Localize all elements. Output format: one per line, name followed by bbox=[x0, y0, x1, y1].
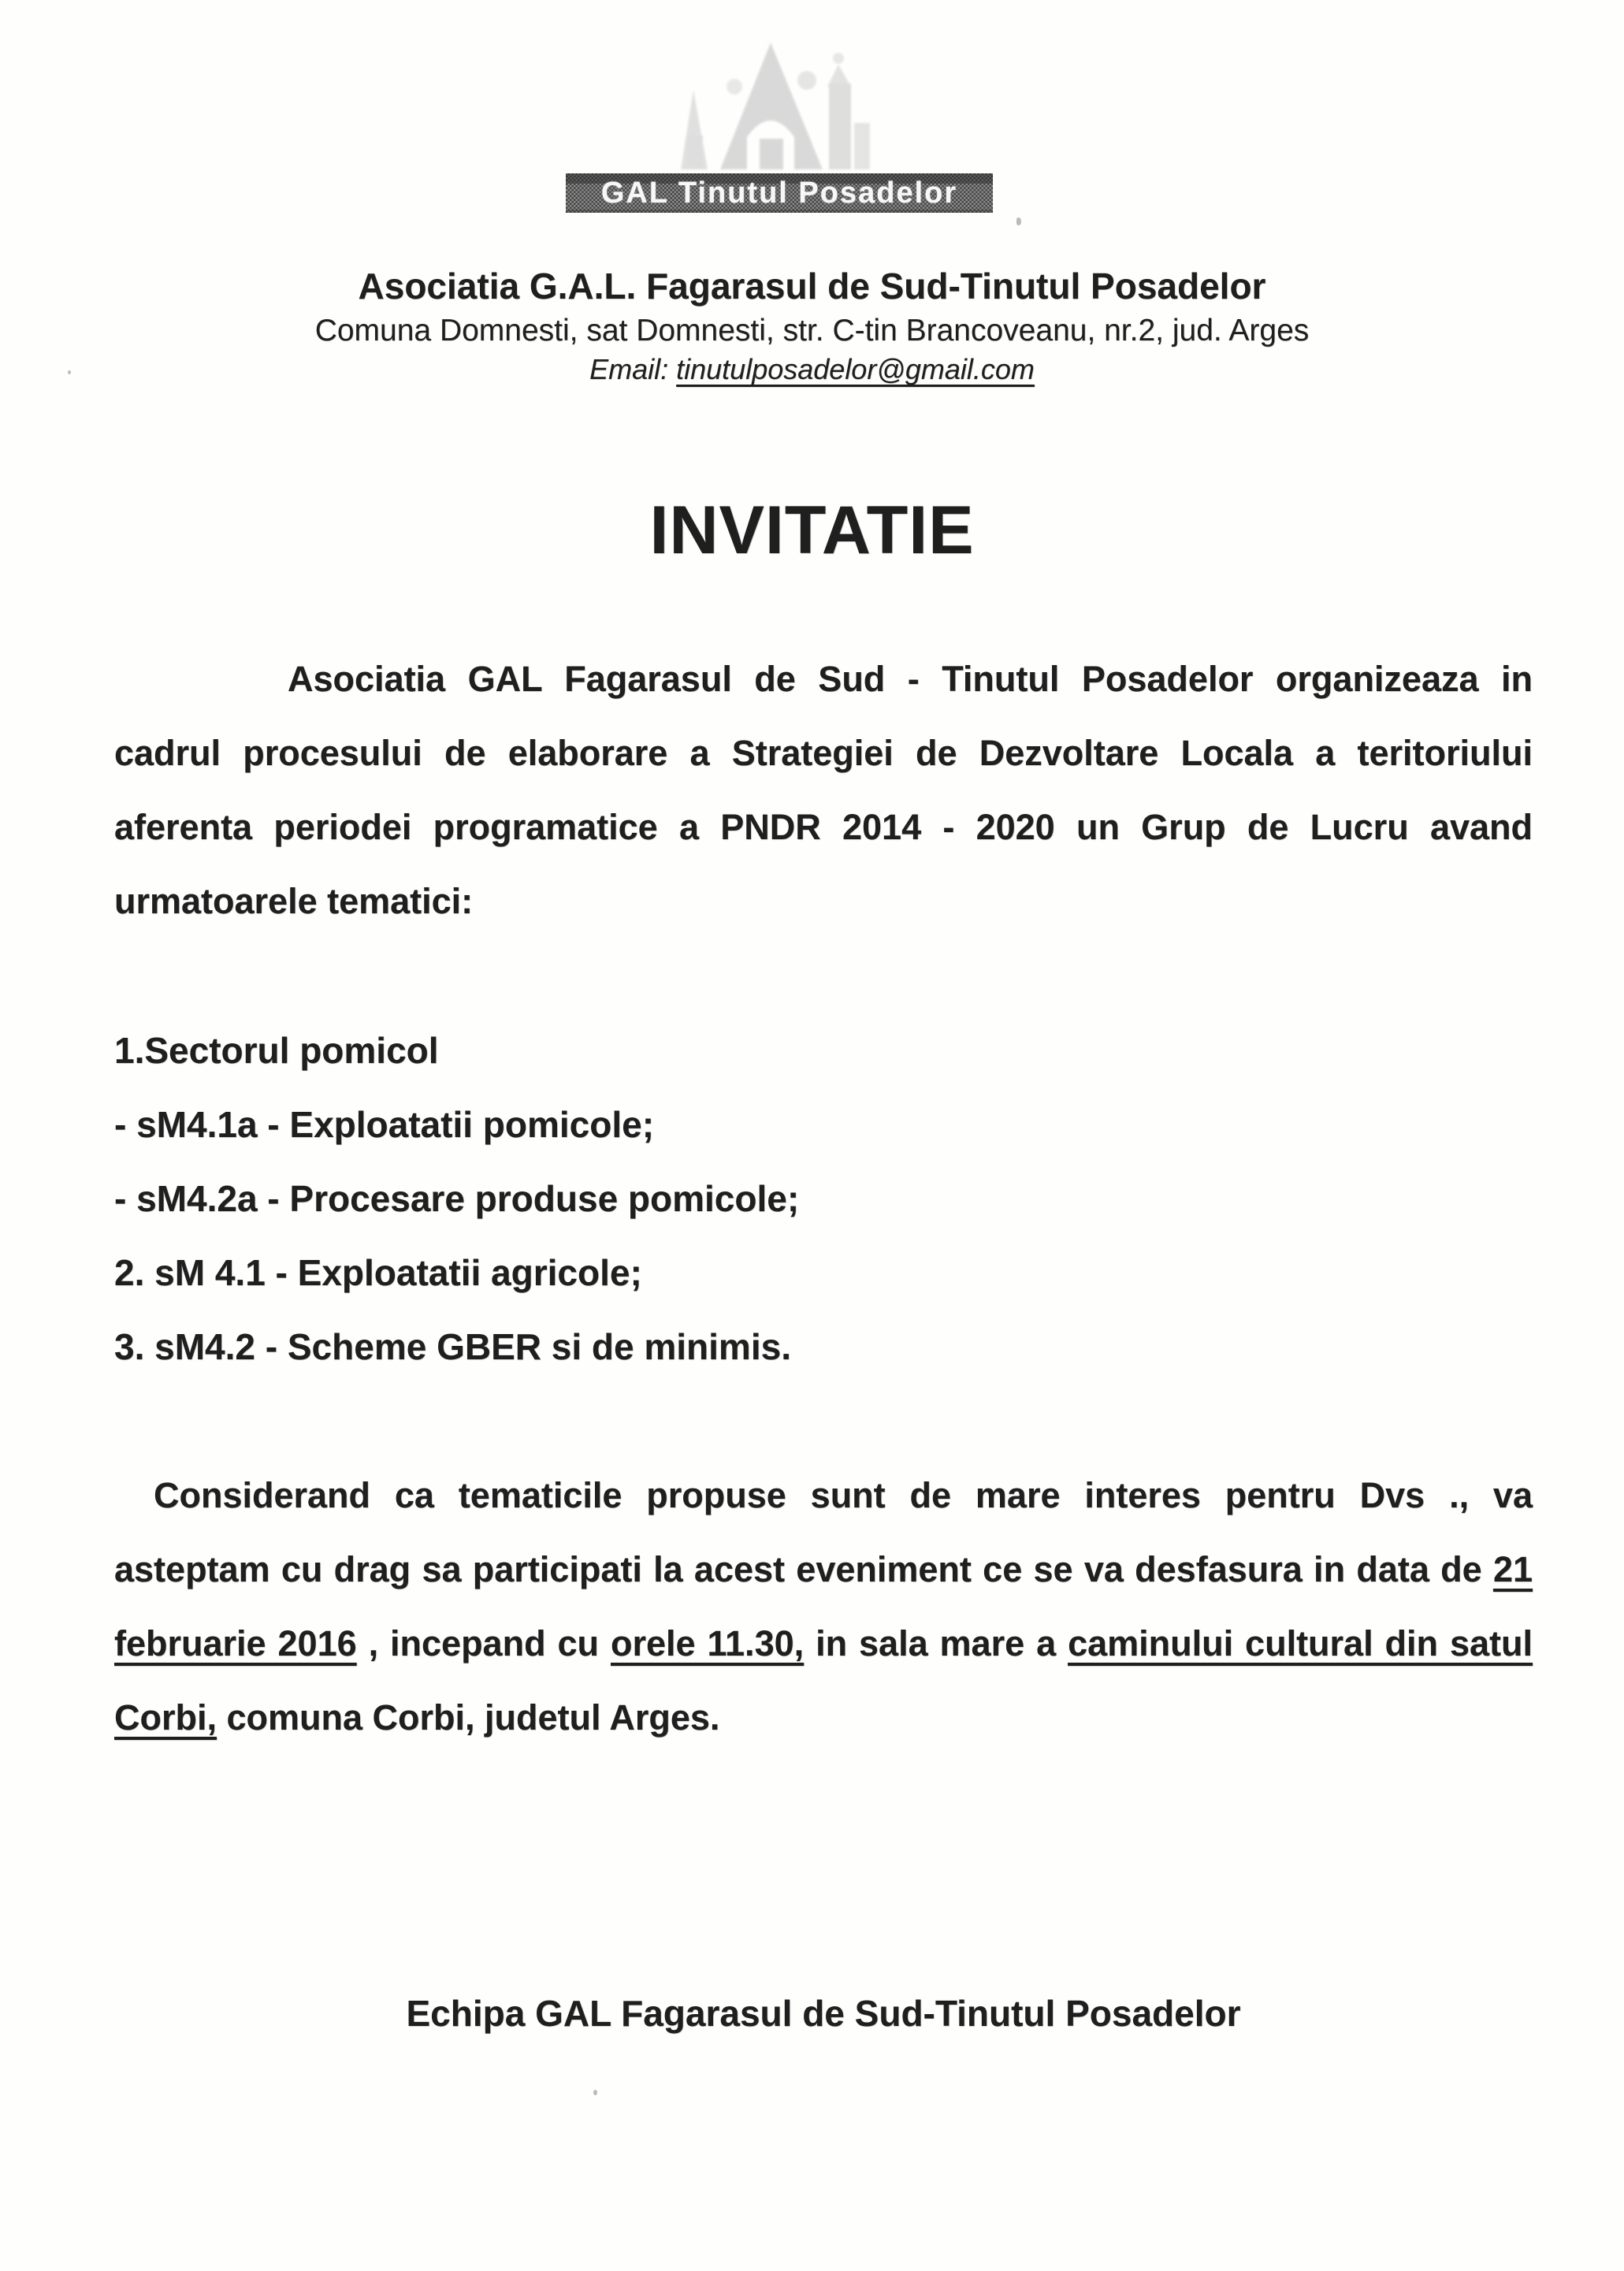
underlined-text-run: caminului cultural din satul Corbi, bbox=[114, 1623, 1533, 1738]
logo-banner bbox=[566, 173, 993, 213]
signature-line: Echipa GAL Fagarasul de Sud-Tinutul Posadelor bbox=[406, 1993, 1241, 2034]
topics-list bbox=[114, 1013, 1533, 1384]
organization-email bbox=[0, 353, 1624, 386]
topic-item: 1.Sectorul pomicol bbox=[114, 1030, 439, 1071]
monastery-tower-icon bbox=[652, 41, 889, 171]
underlined-text-run: orele 11.30, bbox=[610, 1623, 805, 1663]
underlined-text-run: 21 februarie 2016 bbox=[114, 1549, 1533, 1663]
organization-address: Comuna Domnesti, sat Domnesti, str. C-tin Brancoveanu, nr.2, jud. Arges bbox=[314, 314, 1310, 348]
text-run: , incepand cu bbox=[356, 1623, 611, 1663]
text-run: comuna Corbi, judetul Arges. bbox=[217, 1697, 720, 1738]
organization-logo bbox=[566, 41, 993, 214]
organization-name: Asociatia G.A.L. Fagarasul de Sud-Tinutul Posadelor bbox=[358, 266, 1266, 307]
topic-item: - sM4.2a - Procesare produse pomicole; bbox=[114, 1178, 800, 1219]
email-address: tinutulposadelor@gmail.com bbox=[676, 353, 1035, 385]
scan-speck bbox=[1016, 217, 1021, 225]
topic-item: 3. sM4.2 - Scheme GBER si de minimis. bbox=[114, 1326, 791, 1367]
topic-item: 2. sM 4.1 - Exploatatii agricole; bbox=[114, 1252, 642, 1293]
invitation-paragraph bbox=[114, 1459, 1533, 1755]
text-run: Considerand ca tematicile propuse sunt de mare interes pentru Dvs ., va asteptam cu drag sa participati la acest eveniment ce se va desfasura in data de bbox=[114, 1475, 1533, 1589]
intro-paragraph: Asociatia GAL Fagarasul de Sud - Tinutul Posadelor organizeaza in cadrul procesului de elaborare a Strategiei de Dezvoltare Locala a teritoriului aferenta periodei programatice a PNDR 2014 - 2020 un Grup de Lucru avand urmatoarele tematici: bbox=[114, 659, 1533, 921]
scan-speck bbox=[68, 370, 71, 374]
logo-banner-text: GAL Tinutul Posadelor bbox=[600, 176, 958, 210]
topic-item: - sM4.1a - Exploatatii pomicole; bbox=[114, 1104, 655, 1145]
scan-speck bbox=[593, 2090, 597, 2095]
document-title: INVITATIE bbox=[649, 492, 975, 568]
text-run: in sala mare a bbox=[804, 1623, 1068, 1663]
email-label: Email: bbox=[589, 353, 669, 385]
